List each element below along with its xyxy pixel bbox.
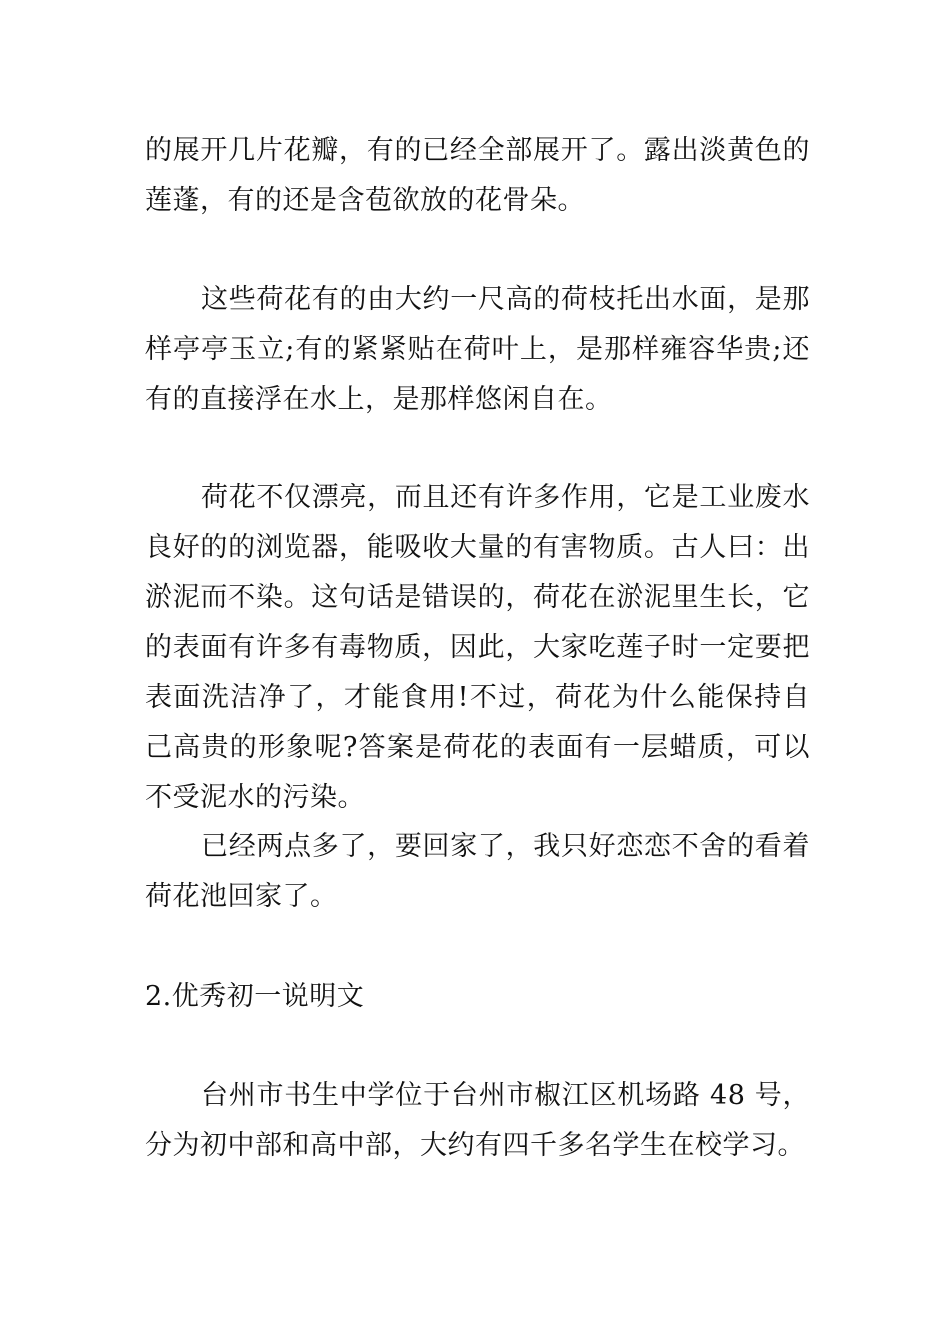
paragraph-going-home: 已经两点多了，要回家了，我只好恋恋不舍的看着荷花池回家了。: [145, 831, 810, 912]
paragraph-lotus-function: 荷花不仅漂亮，而且还有许多作用，它是工业废水良好的的浏览器，能吸收大量的有害物质。古人曰：出淤泥而不染。这句话是错误的，荷花在淤泥里生长，它的表面有许多有毒物质，因此，大家吃莲子时一定要把表面洗洁净了，才能食用!不过，荷花为什么能保持自己高贵的形象呢?答案是荷花的表面有一层蜡质，可以不受泥水的污染。: [145, 482, 810, 813]
paragraph-lotus-blooming: 的展开几片花瓣，有的已经全部展开了。露出淡黄色的莲蓬，有的还是含苞欲放的花骨朵。: [145, 135, 810, 216]
paragraph-lotus-posture: 这些荷花有的由大约一尺高的荷枝托出水面，是那样亭亭玉立;有的紧紧贴在荷叶上，是那样雍容华贵;还有的直接浮在水上，是那样悠闲自在。: [145, 284, 810, 415]
section-heading: 2.优秀初一说明文: [145, 981, 365, 1012]
paragraph-school-intro: 台州市书生中学位于台州市椒江区机场路 48 号，分为初中部和高中部，大约有四千多名学生在校学习。: [145, 1080, 810, 1161]
